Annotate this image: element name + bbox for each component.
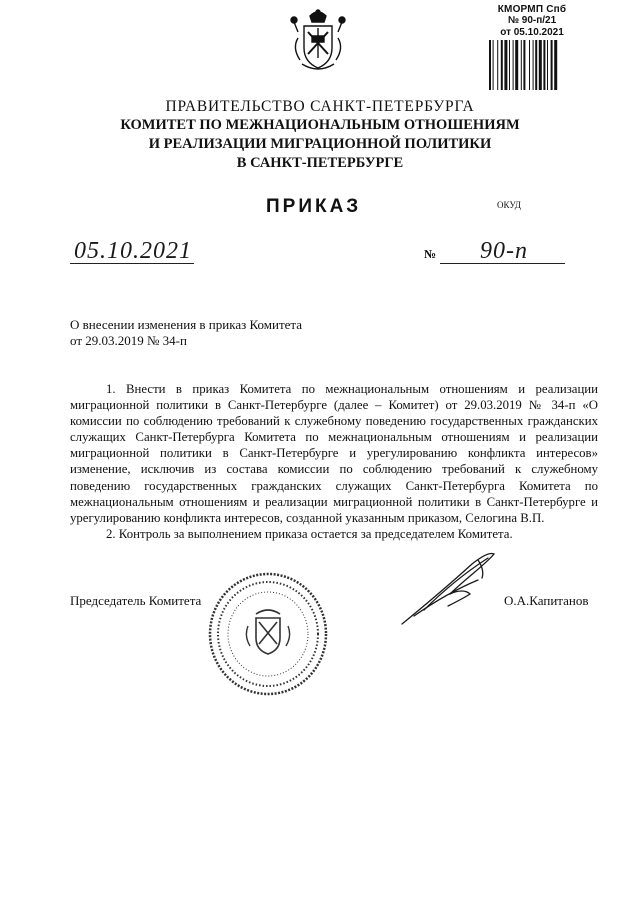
date-underline	[70, 263, 194, 264]
government-name: ПРАВИТЕЛЬСТВО САНКТ-ПЕТЕРБУРГА	[165, 98, 475, 115]
subject-line1: О внесении изменения в приказ Комитета	[70, 317, 303, 332]
committee-name-line1: КОМИТЕТ ПО МЕЖНАЦИОНАЛЬНЫМ ОТНОШЕНИЯМ	[120, 117, 520, 133]
handwritten-number: 90-п	[480, 238, 528, 264]
document-type: ПРИКАЗ	[266, 196, 362, 217]
committee-name-line2: И РЕАЛИЗАЦИИ МИГРАЦИОННОЙ ПОЛИТИКИ	[148, 136, 492, 152]
registration-number: № 90-п/21	[507, 15, 557, 26]
handwritten-signature-icon	[394, 550, 506, 628]
okud-label: ОКУД	[497, 200, 521, 210]
coat-of-arms-icon	[288, 8, 348, 74]
registration-date: от 05.10.2021	[500, 27, 564, 38]
official-seal-icon	[206, 570, 330, 698]
subject-line2: от 29.03.2019 № 34-п	[70, 333, 187, 348]
registration-org: КМОРМП Спб	[497, 4, 567, 15]
order-body	[70, 381, 598, 542]
committee-name-line3: В САНКТ-ПЕТЕРБУРГЕ	[236, 155, 404, 171]
registration-stamp	[482, 4, 582, 39]
body-paragraph-2: 2. Контроль за выполнением приказа остается за председателем Комитета.	[106, 526, 513, 541]
order-subject	[70, 317, 302, 349]
barcode	[489, 40, 577, 90]
signatory-name: О.А.Капитанов	[504, 593, 589, 608]
signatory-position: Председатель Комитета	[70, 593, 202, 608]
number-underline	[440, 263, 565, 264]
handwritten-date: 05.10.2021	[74, 238, 192, 264]
body-paragraph-1: 1. Внести в приказ Комитета по межнациональным отношениям и реализации миграционной политики в Санкт-Петербурге (далее – Комитет) от 29.03.2019 № 34-п «О комиссии по соблюдению требований к служебному поведению государственных гражданских служащих Санкт-Петербурга Комитета по межнациональным отношениям и реализации миграционной политики в Санкт-Петербурге и урегулированию конфликта интересов» изменение, исключив из состава комиссии по соблюдению требований к служебному поведению государственных гражданских служащих Санкт-Петербурга Комитета по межнациональным отношениям и реализации миграционной политики в Санкт-Петербурге и урегулированию конфликта интересов, созданной указанным приказом, Селогина В.П.	[70, 382, 598, 525]
number-sign: №	[424, 247, 437, 261]
